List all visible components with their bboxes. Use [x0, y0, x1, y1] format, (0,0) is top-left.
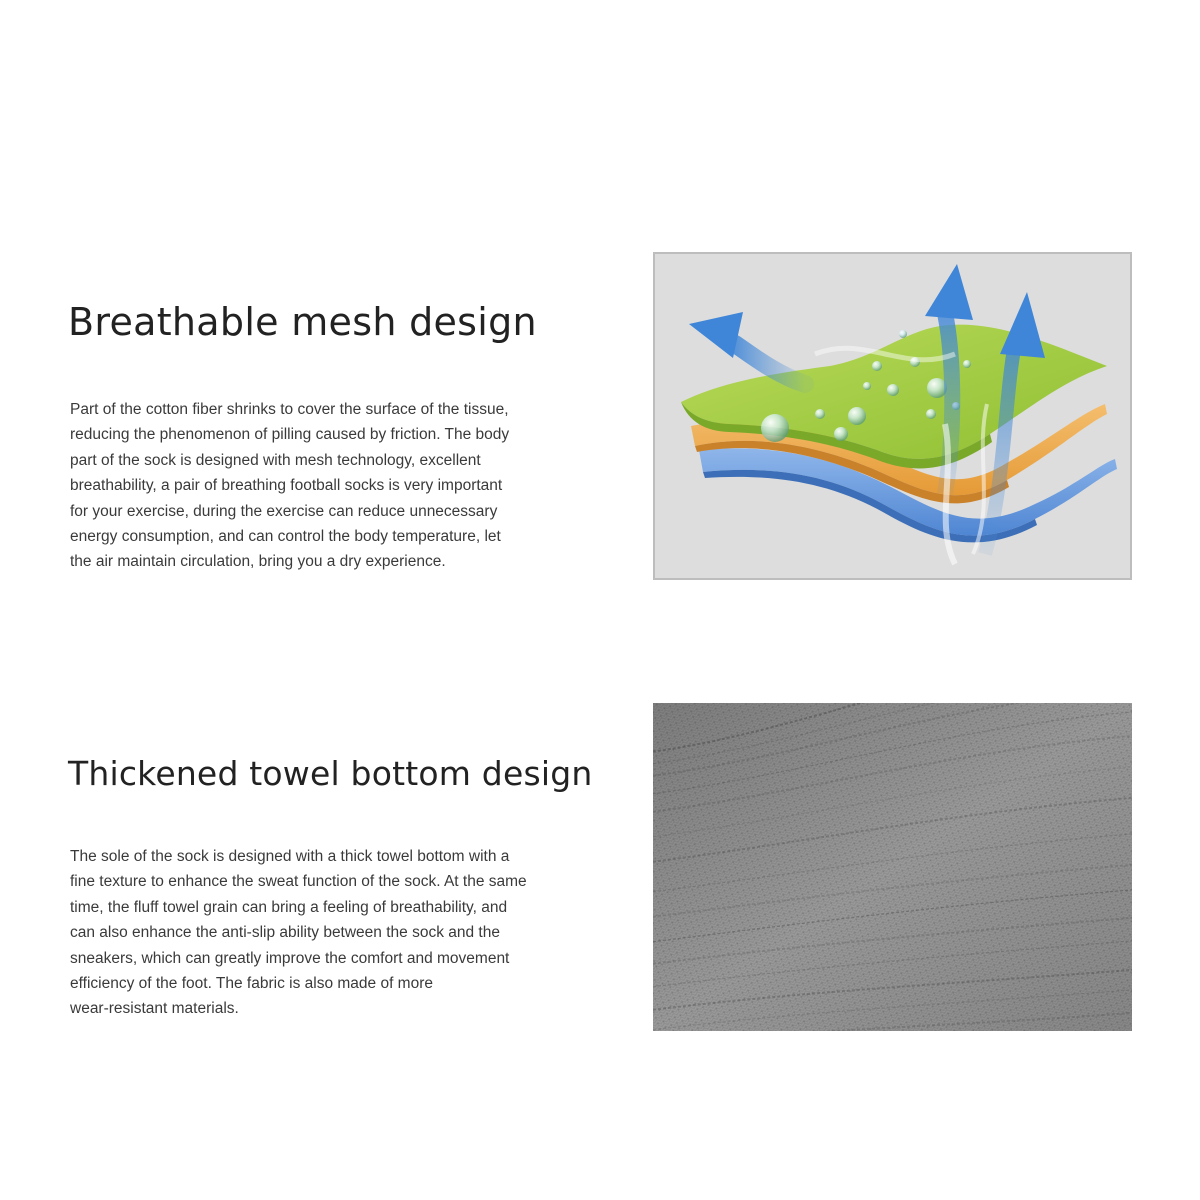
section-description-breathable [70, 397, 615, 575]
description-line: the air maintain circulation, bring you a dry experience. [70, 553, 446, 571]
description-line: part of the sock is designed with mesh technology, excellent [70, 451, 481, 469]
description-line: for your exercise, during the exercise can reduce unnecessary [70, 502, 498, 520]
description-line: breathability, a pair of breathing football socks is very important [70, 477, 503, 495]
section-title-breathable: Breathable mesh design [68, 300, 537, 344]
description-line: fine texture to enhance the sweat function of the sock. At the same [70, 873, 527, 891]
description-line: time, the fluff towel grain can bring a feeling of breathability, and [70, 898, 508, 916]
description-line: The sole of the sock is designed with a thick towel bottom with a [70, 848, 510, 865]
description-line: efficiency of the foot. The fabric is also made of more [70, 975, 434, 993]
description-line: energy consumption, and can control the body temperature, let [70, 528, 501, 546]
towel-fabric-photo [653, 703, 1132, 1031]
mesh-layers-illustration [653, 252, 1132, 580]
description-line: can also enhance the anti-slip ability between the sock and the [70, 924, 500, 942]
section-description-towel [70, 844, 618, 1022]
description-line: wear-resistant materials. [70, 1000, 239, 1018]
description-line: Part of the cotton fiber shrinks to cover the surface of the tissue, [70, 401, 509, 418]
description-line: sneakers, which can greatly improve the comfort and movement [70, 949, 510, 967]
section-title-towel: Thickened towel bottom design [68, 754, 593, 793]
description-line: reducing the phenomenon of pilling caused by friction. The body [70, 426, 510, 444]
